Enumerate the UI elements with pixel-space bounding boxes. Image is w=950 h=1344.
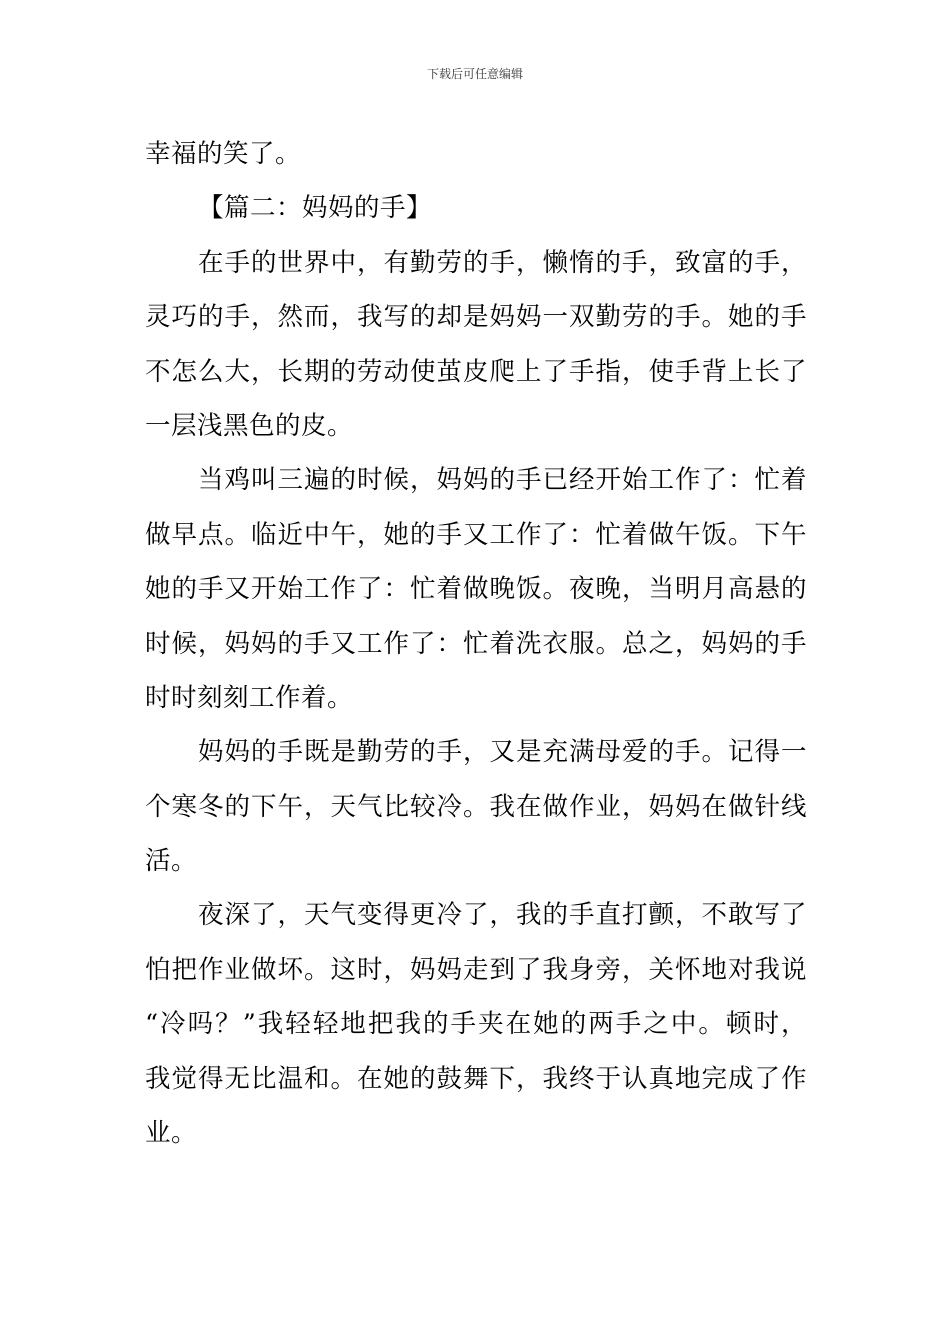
page-header: 下载后可任意编辑 <box>426 67 523 81</box>
text-line: 业。 <box>145 1118 198 1149</box>
text-line: 一层浅黑色的皮。 <box>145 410 354 441</box>
text-line: “冷吗？”我轻轻地把我的手夹在她的两手之中。顿时， <box>145 1009 807 1040</box>
text-line: 夜深了，天气变得更冷了，我的手直打颤，不敢写了 <box>198 900 807 931</box>
text-line: 在手的世界中，有勤劳的手，懒惰的手，致富的手， <box>198 247 807 278</box>
text-line: 当鸡叫三遍的时候，妈妈的手已经开始工作了：忙着 <box>198 465 807 496</box>
text-line: 时时刻刻工作着。 <box>145 682 354 713</box>
text-line: 幸福的笑了。 <box>145 139 302 169</box>
text-line: 我觉得无比温和。在她的鼓舞下，我终于认真地完成了作 <box>145 1063 807 1094</box>
text-line: 怕把作业做坏。这时，妈妈走到了我身旁，关怀地对我说 <box>145 954 807 985</box>
text-line: 不怎么大，长期的劳动使茧皮爬上了手指，使手背上长了 <box>145 356 807 387</box>
text-line: 做早点。临近中午，她的手又工作了：忙着做午饭。下午 <box>145 519 807 550</box>
text-line: 时候，妈妈的手又工作了：忙着洗衣服。总之，妈妈的手 <box>145 628 807 659</box>
document-body <box>145 127 807 1160</box>
text-line: 妈妈的手既是勤劳的手，又是充满母爱的手。记得一 <box>198 737 807 768</box>
text-line: 灵巧的手，然而，我写的却是妈妈一双勤劳的手。她的手 <box>145 302 807 333</box>
text-line: 活。 <box>145 846 198 877</box>
section-title: 【篇二：妈妈的手】 <box>198 193 433 224</box>
text-line: 个寒冬的下午，天气比较冷。我在做作业，妈妈在做针线 <box>145 791 807 822</box>
text-line: 她的手又开始工作了：忙着做晚饭。夜晚，当明月高悬的 <box>145 574 807 605</box>
